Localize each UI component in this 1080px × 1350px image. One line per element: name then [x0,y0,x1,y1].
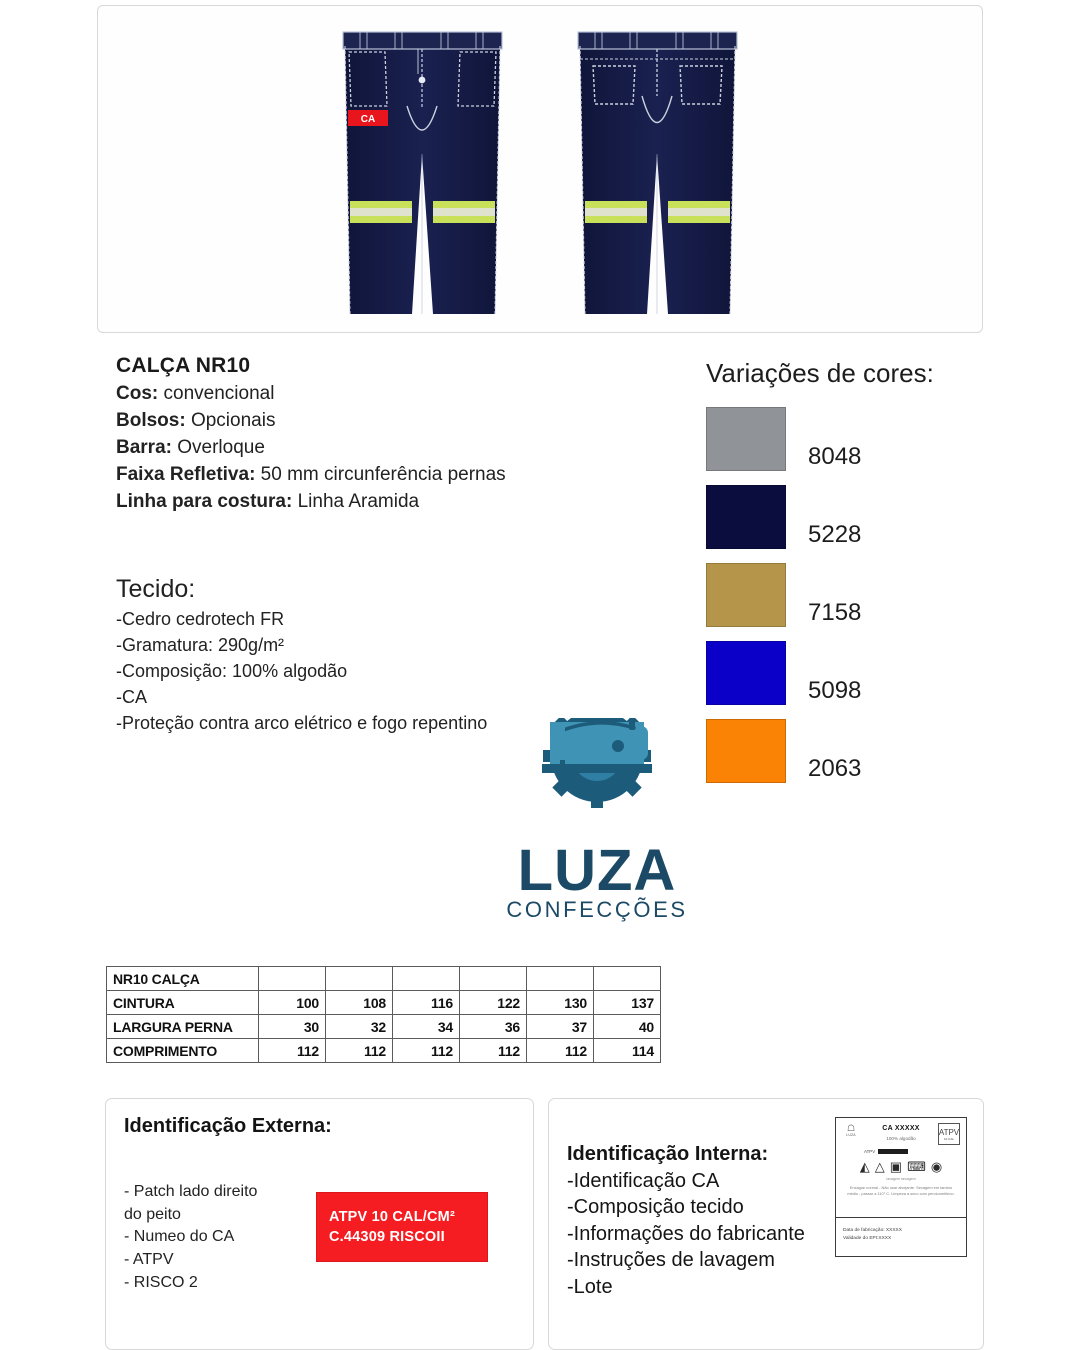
row-value: 36 [460,1015,527,1039]
iron-icon: ⌨ [907,1159,926,1174]
atpv-patch-line2: C.44309 RISCOII [329,1229,445,1245]
spec-row-faixa-refletiva [116,462,676,489]
table-header-cell [326,967,393,991]
care-symbol-row [836,1160,966,1173]
care-instructions-note: Enxágue normal - Não usar alvejante. Secagem em tambor médio - passar a 110° C. Limpeza a seco com percloroetileno. [847,1185,955,1196]
fabric-block [116,575,676,736]
color-swatch [706,407,786,471]
table-row-header [107,967,661,991]
row-label: LARGURA PERNA [107,1015,259,1039]
row-label: CINTURA [107,991,259,1015]
reflective-band-left [585,201,647,223]
spec-label: Bolsos: [116,409,186,431]
spec-value: 50 mm circunferência pernas [255,463,506,485]
garment-stage [98,6,982,332]
row-value: 112 [326,1039,393,1063]
pants-back-view [550,14,765,334]
list-item: - Numeo do CA [124,1228,235,1246]
fabric-item: -Proteção contra arco elétrico e fogo repentino [116,713,488,734]
reflective-band-right [668,201,730,223]
row-value: 116 [393,991,460,1015]
row-value: 137 [594,991,661,1015]
spec-label: Faixa Refletiva: [116,463,256,485]
table-row [107,991,661,1015]
row-value: 112 [527,1039,594,1063]
table-header-cell [527,967,594,991]
company-logo [492,718,702,922]
care-label-mock [835,1117,967,1257]
color-swatch-row [706,407,996,471]
fabric-item: -Cedro cedrotech FR [116,609,285,629]
svg-text:CA: CA [360,114,376,125]
table-header-cell [594,967,661,991]
table-header-cell [393,967,460,991]
color-code: 7158 [808,599,862,626]
care-composition: 100% algodão [886,1136,916,1141]
color-variations-block [706,358,996,797]
page-title: CALÇA NR10 [116,354,251,377]
spec-value: Overloque [171,436,265,458]
care-ca-number: CA XXXXX [882,1125,920,1132]
row-value: 112 [393,1039,460,1063]
list-item: -Lote [567,1275,613,1298]
table-header-label: NR10 CALÇA [107,967,259,991]
row-value: 100 [259,991,326,1015]
row-value: 108 [326,991,393,1015]
row-value: 37 [527,1015,594,1039]
list-item: -Identificação CA [567,1169,720,1192]
color-swatch-row [706,563,996,627]
wash-tub-icon: ◭ [859,1159,870,1174]
color-swatch-row [706,641,996,705]
fabric-item: -CA [116,687,147,708]
care-symbols-caption: lavagem secagem [886,1177,916,1181]
care-atpv-label: ATPV [864,1149,876,1154]
dry-clean-icon: ◉ [930,1159,943,1174]
arc-rating-main: ATPV [938,1127,960,1137]
spec-label: Linha para costura: [116,490,293,512]
spec-row-cos [116,381,676,408]
brand-mark-icon: ☖ LUZA [843,1124,859,1137]
internal-id-title: Identificação Interna: [567,1143,769,1165]
list-item: -Instruções de lavagem [567,1249,775,1272]
spec-label: Barra: [116,436,172,458]
table-header-cell [460,967,527,991]
arc-rating-icon [938,1123,960,1145]
reflective-band-left [350,201,412,223]
atpv-patch-line1: ATPV 10 CAL/CM² [329,1209,455,1225]
reflective-band-right [433,201,495,223]
color-swatch [706,719,786,783]
epi-validity: Validade do EPI:XXXX [843,1235,892,1241]
fabric-item: -Gramatura: 290g/m² [116,635,285,656]
fabric-item: -Composição: 100% algodão [116,661,348,682]
color-variations-heading: Variações de cores: [706,358,934,388]
garment-illustration-frame [97,5,983,333]
color-swatch [706,641,786,705]
color-code: 2063 [808,755,862,782]
list-item: -Composição tecido [567,1196,744,1219]
no-bleach-icon: △ [874,1159,885,1174]
size-measurement-table [106,966,661,1063]
color-code: 5098 [808,677,862,704]
table-header-cell [259,967,326,991]
internal-id-list [567,1141,805,1301]
row-value: 34 [393,1015,460,1039]
spec-row-barra [116,435,676,462]
atpv-red-patch [316,1192,488,1262]
spec-value: Opcionais [185,409,276,431]
tumble-dry-icon: ▣ [889,1159,903,1174]
arc-rating-sub: 10 CAL [943,1136,954,1141]
table-row [107,1015,661,1039]
sewing-machine-gear-icon [512,718,682,836]
color-code: 8048 [808,443,862,470]
color-swatch-row [706,719,996,783]
spec-value: convencional [158,383,275,404]
spec-row-bolsos [116,408,676,435]
spec-value: Linha Aramida [292,490,420,512]
logo-wordmark: LUZA [517,838,677,903]
care-brand-name: LUZA [846,1133,856,1137]
color-swatch-row [706,485,996,549]
list-item: - ATPV [124,1251,174,1269]
manufacture-date: Data de fabricação: XXXXX [843,1228,902,1233]
row-value: 30 [259,1015,326,1039]
spec-row-linha-costura [116,489,676,516]
list-item: do peito [124,1205,181,1223]
fabric-heading: Tecido: [116,575,196,603]
list-item: -Informações do fabricante [567,1222,805,1245]
logo-tagline: CONFECÇÕES [506,897,688,923]
list-item: - RISCO 2 [124,1273,198,1291]
external-id-title: Identificação Externa: [124,1115,332,1137]
row-value: 122 [460,991,527,1015]
external-identification-box [105,1098,534,1350]
spec-label: Cos: [116,383,159,404]
row-value: 130 [527,991,594,1015]
row-value: 114 [594,1039,661,1063]
list-item: - Patch lado direito [124,1183,258,1200]
pants-front-view [315,14,530,334]
external-id-list [124,1181,257,1295]
row-value: 112 [460,1039,527,1063]
row-value: 32 [326,1015,393,1039]
color-code: 5228 [808,521,862,548]
specification-block [116,354,676,516]
care-atpv-line [864,1149,908,1154]
row-value: 40 [594,1015,661,1039]
care-label-top [836,1118,966,1218]
table-row [107,1039,661,1063]
color-swatch [706,563,786,627]
care-label-bottom [836,1218,966,1256]
row-label: COMPRIMENTO [107,1039,259,1063]
row-value: 112 [259,1039,326,1063]
barcode-bar [878,1149,908,1154]
color-swatch [706,485,786,549]
internal-identification-box [548,1098,984,1350]
